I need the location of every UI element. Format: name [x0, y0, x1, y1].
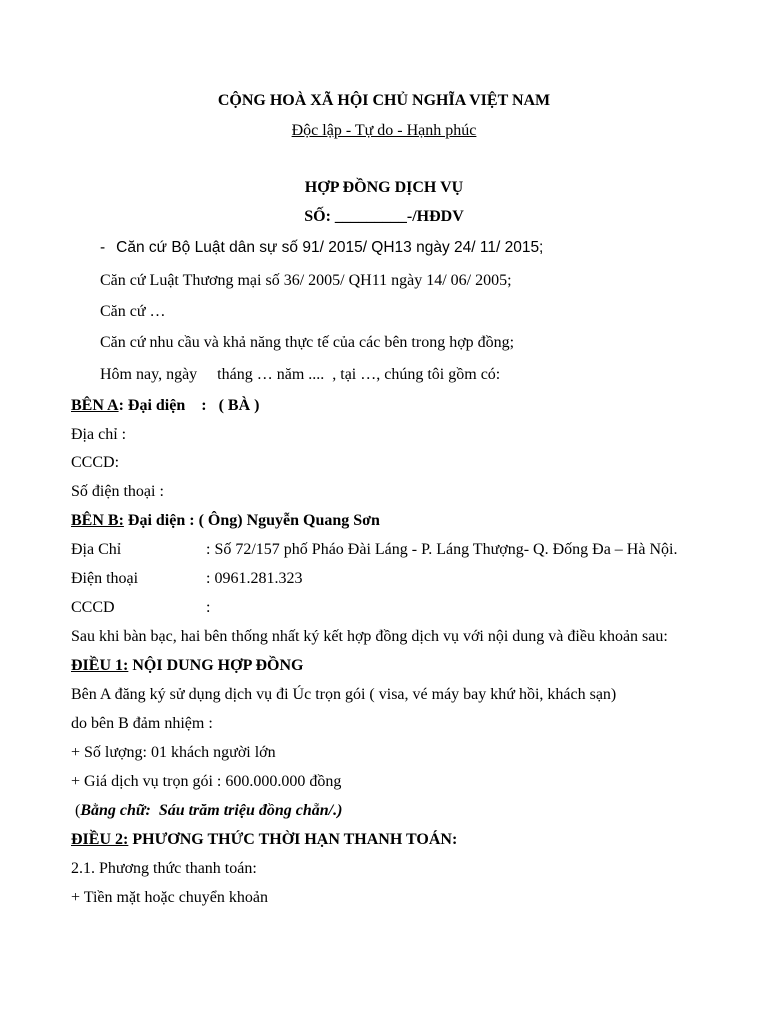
article-1-label: ĐIỀU 1:: [71, 657, 129, 674]
price-words-text: Bằng chữ: Sáu trăm triệu đồng chẵn/.): [80, 802, 343, 819]
party-b-representative: Đại diện : ( Ông) Nguyễn Quang Sơn: [123, 512, 380, 529]
motto: [0, 121, 768, 141]
basis-dash: -: [100, 239, 106, 256]
party-b-address-label: Địa Chỉ: [71, 541, 122, 558]
article-2-label: ĐIỀU 2:: [71, 831, 129, 848]
article-1-heading: [71, 656, 303, 676]
article-1-price-in-words: [71, 801, 342, 821]
article-1-line-2: do bên B đảm nhiệm :: [71, 715, 213, 732]
basis-other: Căn cứ …: [100, 303, 166, 320]
party-b-phone-row: [71, 569, 302, 589]
article-2-line-1: 2.1. Phương thức thanh toán:: [71, 860, 257, 877]
contract-title: HỢP ĐỒNG DỊCH VỤ: [304, 179, 464, 196]
basis-commercial-law: Căn cứ Luật Thương mại số 36/ 2005/ QH11 ngày 14/ 06/ 2005;: [100, 272, 512, 289]
party-a-label: BÊN A: [71, 397, 119, 414]
article-2-line-2: + Tiền mặt hoặc chuyển khoản: [71, 889, 268, 906]
party-a-cccd: CCCD:: [71, 454, 120, 471]
party-b-heading: [71, 511, 380, 531]
party-a-heading: [71, 396, 259, 416]
basis-civil-code: [100, 238, 543, 258]
party-b-cccd-value: :: [206, 599, 211, 616]
basis-civil-code-text: Căn cứ Bộ Luật dân sự số 91/ 2015/ QH13 ngày 24/ 11/ 2015;: [116, 239, 544, 256]
party-b-phone-label: Điện thoại: [71, 570, 139, 587]
party-a-phone: Số điện thoại :: [71, 483, 164, 500]
article-1-line-1: Bên A đăng ký sử dụng dịch vụ đi Úc trọn gói ( visa, vé máy bay khứ hồi, khách sạn): [71, 686, 617, 703]
basis-needs: Căn cứ nhu cầu và khả năng thực tế của các bên trong hợp đồng;: [100, 334, 515, 351]
party-b-address-row: [71, 540, 677, 560]
party-b-label: BÊN B:: [71, 512, 124, 529]
party-b-cccd-row: [71, 598, 210, 618]
agreement-statement: Sau khi bàn bạc, hai bên thống nhất ký kết hợp đồng dịch vụ với nội dung và điều khoản sau:: [71, 628, 668, 645]
article-1-title: NỘI DUNG HỢP ĐỒNG: [128, 657, 304, 674]
motto-text: Độc lập - Tự do - Hạnh phúc: [291, 122, 477, 139]
date-place-line: Hôm nay, ngày tháng … năm .... , tại …, chúng tôi gồm có:: [100, 366, 501, 383]
party-a-representative: : Đại diện : ( BÀ ): [118, 397, 260, 414]
article-1-quantity: + Số lượng: 01 khách người lớn: [71, 744, 276, 761]
party-a-address: Địa chỉ :: [71, 426, 127, 443]
price-words-paren: (: [71, 802, 81, 819]
article-2-heading: [71, 830, 457, 850]
article-1-price: + Giá dịch vụ trọn gói : 600.000.000 đồng: [71, 773, 342, 790]
article-2-title: PHƯƠNG THỨC THỜI HẠN THANH TOÁN:: [128, 831, 458, 848]
party-b-phone-value: : 0961.281.323: [206, 570, 303, 587]
party-b-cccd-label: CCCD: [71, 599, 115, 616]
contract-number: SỐ: _________-/HĐDV: [304, 208, 464, 225]
country-heading: CỘNG HOÀ XÃ HỘI CHỦ NGHĨA VIỆT NAM: [217, 92, 551, 109]
party-b-address-value: : Số 72/157 phố Pháo Đài Láng - P. Láng Thượng- Q. Đống Đa – Hà Nội.: [206, 541, 678, 558]
